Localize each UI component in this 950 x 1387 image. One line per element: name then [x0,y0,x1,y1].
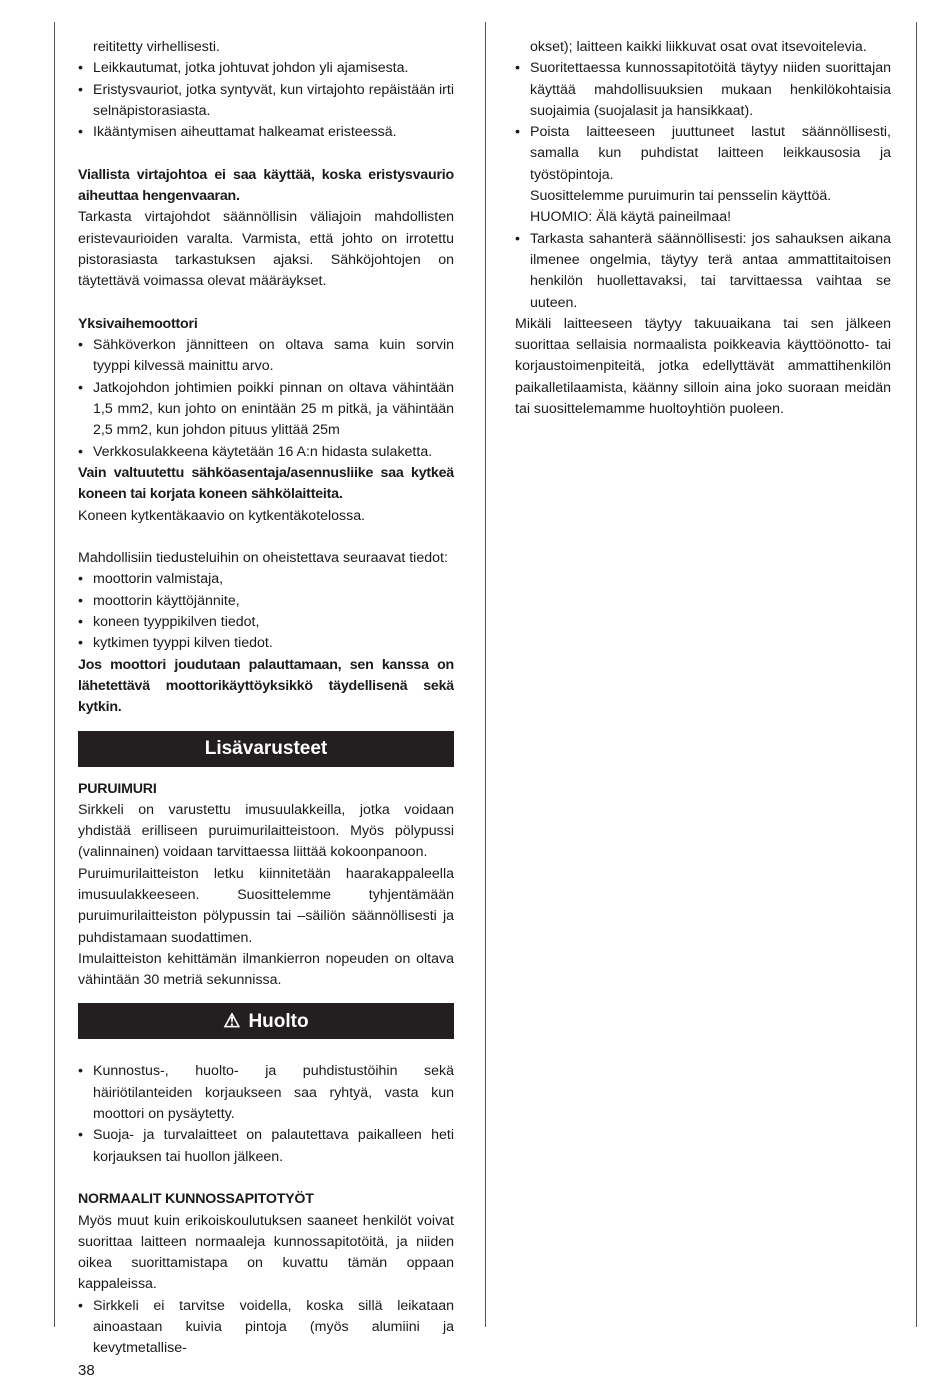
dust-extractor-heading: PURUIMURI [78,780,157,797]
inquiry-bullet: • moottorin valmistaja, [78,569,454,590]
column-rule-middle [485,22,486,1327]
dust-extractor-text: Sirkkeli on varustettu imusuulakkeilla, jotka voidaan yhdistää erilliseen puruimurilaitteistoon. Myös pölypussi (valinnainen) voidaan tarvittaessa liittää kokoonpanoon. [78,801,454,861]
motor-return-note: Jos moottori joudutaan palauttamaan, sen kanssa on lähetettävä moottorikäyttöyksikkö täydellisenä sekä kytkin. [78,656,454,716]
dust-extractor-text: Puruimurilaitteiston letku kiinnitetään haarakappaleella imusuulakkeeseen. Suosittelemme tyhjentämään puruimurilaitteiston pölypussin tai –säiliön säännöllisesti ja puhdistamaan suodattimen. [78,865,454,946]
maintenance-bullet: • Poista laitteeseen juuttuneet lastut säännöllisesti, samalla kun puhdistat laitteen leikkausosia ja työstöpintoja. [515,122,891,186]
compressed-air-warning: HUOMIO: Älä käytä paineilmaa! [530,209,732,226]
chips-recommendation: Suosittelemme puruimurin tai pensselin käyttöä. [530,188,832,205]
dust-extractor-text: Imulaitteiston kehittämän ilmankierron nopeuden on oltava vähintään 30 metriä sekunnissa. [78,950,454,989]
intro-continuation: reititetty virhellisesti. [93,39,220,55]
motor-heading: Yksivaihemoottori [78,315,198,332]
inquiry-bullet: • koneen tyyppikilven tiedot, [78,612,454,633]
normal-maintenance-heading: NORMAALIT KUNNOSSAPITOTYÖT [78,1191,314,1208]
maintenance-banner [78,1003,454,1039]
maintenance-bullet: • Suoritettaessa kunnossapitotöitä täytyy niiden suorittajan käyttää mahdollisuuksien mukaan henkilökohtaisia suojaimia (suojalasit ja hansikkaat). [515,58,891,122]
column-rule-left [54,22,55,1327]
intro-bullet: • Leikkautumat, jotka johtuvat johdon yli ajamisesta. [78,58,454,79]
intro-bullet: • Ikääntymisen aiheuttamat halkeamat eristeessä. [78,122,454,143]
column-rule-right [916,22,917,1327]
cord-inspection-text: Tarkasta virtajohdot säännöllisin väliajoin mahdollisten eristevaurioiden varalta. Varmista, että johto on irrotettu pistorasiasta tarkastuksen ajaksi. Sähköjohtojen on täytettävä voimassa olevat määräykset. [78,209,454,290]
wiring-diagram-note: Koneen kytkentäkaavio on kytkentäkotelossa. [78,507,366,524]
maintenance-title: Huolto [248,1010,309,1032]
motor-bullet: • Jatkojohdon johtimien poikki pinnan on oltava vähintään 1,5 mm2, kun johto on enintään 25 m pitkä, ja vähintään 2,5 mm2, kun johdon pituus ylittää 25m [78,378,454,442]
inquiry-bullet: • kytkimen tyyppi kilven tiedot. [78,633,454,654]
warning-triangle-icon: ⚠ [223,1010,241,1032]
inquiry-bullet: • moottorin käyttöjännite, [78,591,454,612]
left-column [78,37,454,1360]
page-number: 38 [78,1362,95,1379]
normal-maintenance-text: Myös muut kuin erikoiskoulutuksen saaneet henkilöt voivat suorittaa laitteen normaaleja kunnossapitotöitä, ja niiden oikea suorittamistapa on kuvattu tämän oppaan kappaleissa. [78,1212,454,1293]
inquiry-text: Mahdollisiin tiedusteluihin on oheistettava seuraavat tiedot: [78,550,448,567]
lubrication-continuation: okset); laitteen kaikki liikkuvat osat ovat itsevoitelevia. [530,39,867,55]
accessories-banner [78,731,454,767]
damaged-cord-warning: Viallista virtajohtoa ei saa käyttää, koska eristysvaurio aiheuttaa hengenvaaran. [78,166,454,205]
warranty-text: Mikäli laitteeseen täytyy takuuaikana tai sen jälkeen suorittaa sellaisia normaalista poikkeavia käyttöönotto- tai korjaustoimenpiteitä, jotka edellyttävät ammattihenkilön paikalletilaamista, käänny silloin aina joko suoraan meidän tai suosittelemamme huoltoyhtiön puoleen. [515,315,891,418]
maintenance-bullet: • Kunnostus-, huolto- ja puhdistustöihin sekä häiriötilanteiden korjaukseen saa ryhtyä, vasta kun moottori on pysäytetty. [78,1061,454,1125]
maintenance-bullet: • Sirkkeli ei tarvitse voidella, koska sillä leikataan ainoastaan kuivia pintoja (myös alumiini ja kevytmetallise- [78,1296,454,1360]
maintenance-bullet: • Tarkasta sahanterä säännöllisesti: jos sahauksen aikana ilmenee ongelmia, täytyy terä antaa ammattitaitoisen henkilön huollettavaksi, tai tarvittaessa vaihtaa se uuteen. [515,229,891,314]
motor-bullet: • Sähköverkon jännitteen on oltava sama kuin sorvin tyyppi kilvessä mainittu arvo. [78,335,454,378]
right-column [515,37,891,420]
electrician-warning: Vain valtuutettu sähköasentaja/asennusliike saa kytkeä koneen tai korjata koneen sähkölaitteita. [78,464,454,503]
intro-bullet: • Eristysvauriot, jotka syntyvät, kun virtajohto repäistään irti selnäpistorasiasta. [78,80,454,123]
motor-bullet: • Verkkosulakkeena käytetään 16 A:n hidasta sulaketta. [78,442,454,463]
maintenance-bullet: • Suoja- ja turvalaitteet on palautettava paikalleen heti korjauksen tai huollon jälkeen. [78,1125,454,1168]
accessories-title: Lisävarusteet [204,737,328,759]
